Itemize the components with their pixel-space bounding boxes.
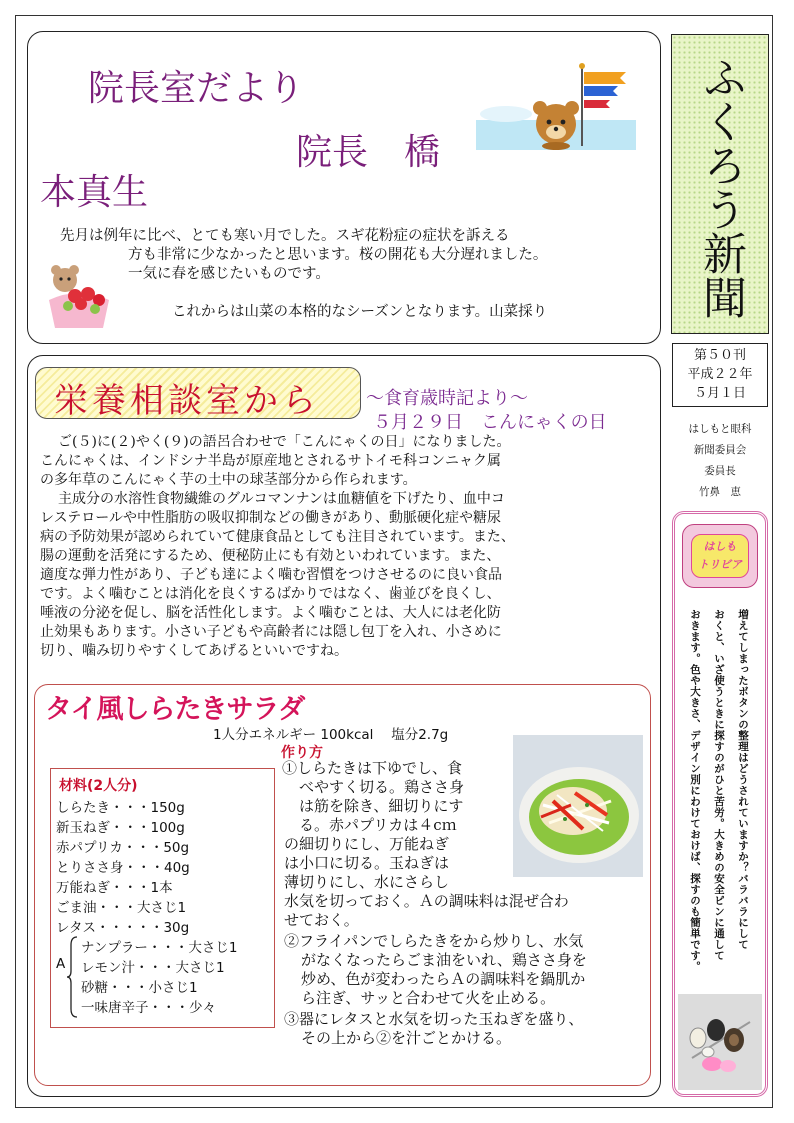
nutrition-body-line: 唾液の分泌を促し、脳を活性化します。よく噛むことは、大人には老化防 <box>40 605 501 621</box>
trivia-badge-line-1: はしも <box>703 540 737 553</box>
ingredient-item: しらたき・・・150g <box>56 800 185 816</box>
issue-box <box>672 343 768 407</box>
nutrition-date: ５月２９日 こんにゃくの日 <box>373 412 607 433</box>
buttons-photo <box>678 994 762 1090</box>
salad-photo <box>513 735 643 877</box>
director-body-line: 一気に春を感じたいものです。 <box>128 266 330 282</box>
bear-koinobori-illustration <box>476 62 636 152</box>
ingredient-item: とりささ身・・・40g <box>56 860 190 876</box>
method-step-line: ②フライパンでしらたきをから炒りし、水気 <box>284 932 584 950</box>
nutrition-body-line: ご(５)に(２)やく(９)の語呂合わせで「こんにゃくの日」になりました。 <box>58 434 511 450</box>
recipe-energy: 1人分エネルギー 100kcal 塩分2.7g <box>213 727 449 743</box>
sauce-item: 一味唐辛子・・・少々 <box>81 1000 216 1016</box>
director-byline-1: 院長 橋 <box>296 132 441 173</box>
sauce-brace <box>67 935 79 1019</box>
sauce-item: 砂糖・・・小さじ1 <box>81 980 198 996</box>
bear-flowers-illustration <box>43 264 115 334</box>
method-title: 作り方 <box>281 745 323 761</box>
ingredient-item: 赤パプリカ・・・50g <box>56 840 190 856</box>
ingredient-item: レタス・・・・・30g <box>56 920 190 936</box>
ingredient-item: ごま油・・・大さじ1 <box>56 900 187 916</box>
masthead-title: ふくろう新聞 <box>695 55 746 319</box>
trivia-panel <box>672 511 768 1097</box>
issue-date: ５月１日 <box>693 386 746 401</box>
ingredients-box <box>50 768 275 1028</box>
nutrition-body-line: こんにゃくは、インドシナ半島が原産地とされるサトイモ科コンニャク属 <box>40 453 502 469</box>
issue-year: 平成２２年 <box>687 367 753 382</box>
recipe-title: タイ風しらたきサラダ <box>45 694 305 725</box>
credit-committee: 新聞委員会 <box>693 444 747 456</box>
director-byline-2: 本真生 <box>40 172 149 213</box>
nutrition-title-box <box>35 367 361 419</box>
method-step-line: せておく。 <box>284 911 359 929</box>
nutrition-body-line: 病の予防効果が認められていて健康食品としても注目されています。また、 <box>40 529 515 545</box>
credit-clinic: はしもと眼科 <box>688 423 752 435</box>
method-step-line: は小口に切る。玉ねぎは <box>284 854 450 872</box>
sauce-item: ナンプラー・・・大さじ1 <box>81 940 238 956</box>
director-panel <box>27 31 661 344</box>
nutrition-body-line: 腸の運動を活発にするため、便秘防止にも有効といわれています。また、 <box>40 548 501 564</box>
director-body-line: これからは山菜の本格的なシーズンとなります。山菜採り <box>172 304 548 320</box>
credit-name: 竹鼻 恵 <box>699 486 741 498</box>
ingredients-title: 材料(2人分) <box>59 778 138 794</box>
credits <box>672 419 768 503</box>
method-step-line: ③器にレタスと水気を切った玉ねぎを盛り、 <box>284 1010 584 1028</box>
trivia-badge-line-2: トリビア <box>698 558 742 571</box>
nutrition-body-line: の多年草のこんにゃく芋の土中の球茎部分から作られます。 <box>40 472 417 488</box>
method-step-line: ①しらたきは下ゆでし、食 <box>282 759 463 777</box>
issue-number: 第５０刊 <box>693 348 746 363</box>
method-step-line: その上から②を汁ごとかける。 <box>301 1029 512 1047</box>
trivia-column: おくと、いざ使うときに探すのがひと苦労。大きめの安全ピンに通して <box>713 609 725 961</box>
nutrition-body-line: 切り、噛み切りやすくしてあげるといいですね。 <box>40 643 348 659</box>
method-step-line: は筋を除き、細切りにす <box>299 797 464 815</box>
masthead-box <box>671 34 769 334</box>
trivia-badge-inner <box>691 534 749 578</box>
nutrition-panel <box>27 355 661 1097</box>
method-step-line: ら注ぎ、サッと合わせて火を止める。 <box>301 989 556 1007</box>
nutrition-title: 栄養相談室から <box>54 381 320 421</box>
method-step-line: 薄切りにし、水にさらし <box>284 873 450 891</box>
ingredient-item: 新玉ねぎ・・・100g <box>56 820 185 836</box>
nutrition-body-line: 適度な弾力性があり、子ども達によく噛む習慣をつけさせるのに良い食品 <box>40 567 502 583</box>
trivia-column: おきます。色や大きさ、デザイン別にわけておけば、探すのも簡単です。 <box>689 609 701 972</box>
nutrition-subtitle: ～食育歳時記より～ <box>366 388 528 409</box>
nutrition-body-line: レステロールや中性脂肪の吸収抑制などの働きがあり、動脈硬化症や糖尿 <box>40 510 502 526</box>
trivia-column: 増えてしまったボタンの整理はどうされていますか？バラバラにして <box>737 609 749 950</box>
trivia-badge <box>682 524 758 588</box>
sauce-label: A <box>56 956 66 972</box>
nutrition-body-line: です。よく噛むことは消化を良くするばかりではなく、歯並びを良くし、 <box>40 586 501 602</box>
director-body-line: 方も非常に少なかったと思います。桜の開花も大分遅れました。 <box>128 247 548 263</box>
method-step-line: 炒め、色が変わったらＡの調味料を鍋肌か <box>301 970 586 988</box>
method-step-line: 水気を切っておく。Ａの調味料は混ぜ合わ <box>284 892 569 910</box>
method-step-line: の細切りにし、万能ねぎ <box>284 835 450 853</box>
method-step-line: べやすく切る。鶏ささ身 <box>299 778 465 796</box>
method-step-line: る。赤パプリカは４cｍ <box>299 816 457 834</box>
nutrition-body-line: 止効果もあります。小さい子どもや高齢者には隠し包丁を入れ、小さめに <box>40 624 502 640</box>
method-step-line: がなくなったらごま油をいれ、鶏ささ身を <box>301 951 587 969</box>
credit-role: 委員長 <box>704 465 736 477</box>
director-body-line: 先月は例年に比べ、とても寒い月でした。スギ花粉症の症状を訴える <box>60 228 510 244</box>
sauce-item: レモン汁・・・大さじ1 <box>81 960 225 976</box>
ingredient-item: 万能ねぎ・・・1本 <box>56 880 173 896</box>
recipe-box <box>34 684 651 1086</box>
nutrition-body-line: 主成分の水溶性食物繊維のグルコマンナンは血糖値を下げたり、血中コ <box>58 491 505 507</box>
director-title: 院長室だより <box>88 68 305 109</box>
